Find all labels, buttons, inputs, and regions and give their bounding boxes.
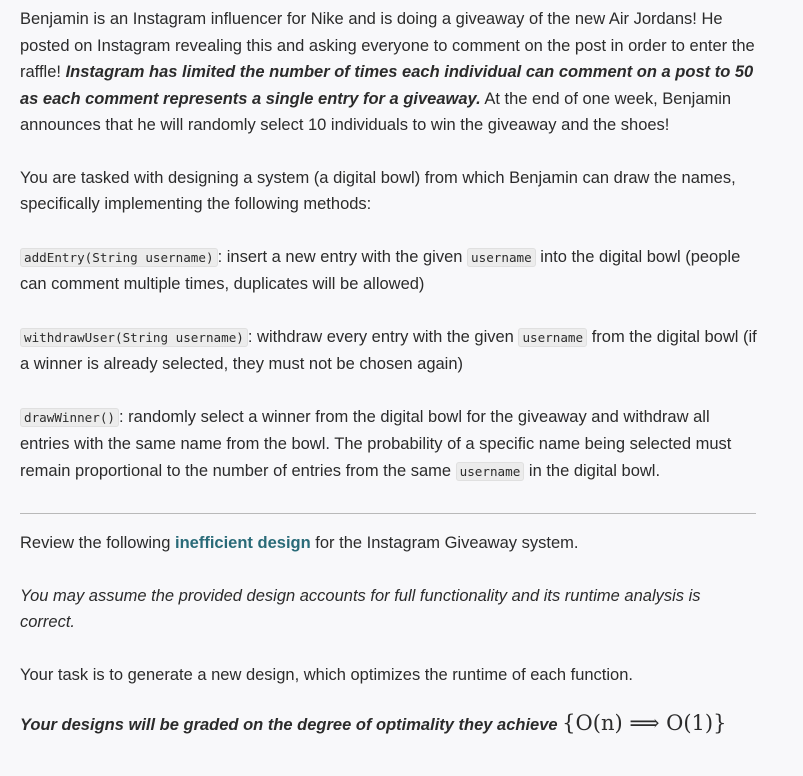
intro-text-1: Benjamin is an Instagram influencer for Nike and is doing a giveaway of the new Air Jordans! He posted on Instagram revealing this and asking everyone to comment on the post in order to enter the raffle! [20,10,755,81]
method-withdraw-user [20,324,760,378]
task-paragraph: You are tasked with designing a system (a digital bowl) from which Benjamin can draw the names, specifically implementing the following methods: [20,168,736,213]
add-entry-param: username [467,248,536,267]
add-entry-text-2: into the digital bowl (people can comment multiple times, duplicates will be allowed) [20,247,741,293]
withdraw-user-text-1: : withdraw every entry with the given [247,327,519,346]
intro-paragraph [20,6,760,139]
grading-text: Your designs will be graded on the degree of optimality they achieve [20,716,563,734]
draw-winner-param: username [456,462,525,481]
review-paragraph [20,530,760,557]
review-prefix: Review the following [20,534,175,552]
draw-winner-signature: drawWinner() [20,408,119,427]
complexity-formula: {O(n) ⟹ O(1)} [562,711,727,735]
add-entry-signature: addEntry(String username) [20,248,218,267]
draw-winner-text-1: : randomly select a winner from the digital bowl for the giveaway and withdraw all entries with the same name from the bowl. The probability of a specific name being selected must remain proportional to the number of entries from the same [20,407,732,480]
intro-bold-constraint: Instagram has limited the number of times each individual can comment on a post to 50 as each comment represents a single entry for a giveaway. [20,63,754,108]
withdraw-user-signature: withdrawUser(String username) [20,328,248,347]
your-task-paragraph: Your task is to generate a new design, which optimizes the runtime of each function. [20,665,633,684]
intro-text-2: At the end of one week, Benjamin announces that he will randomly select 10 individuals to win the giveaway and the shoes! [20,89,732,134]
review-suffix: for the Instagram Giveaway system. [310,534,579,552]
grading-paragraph [20,708,760,740]
withdraw-user-text-2: from the digital bowl (if a winner is already selected, they must not be chosen again) [20,327,757,373]
assumption-paragraph: You may assume the provided design accounts for full functionality and its runtime analysis is correct. [20,586,701,631]
section-divider [20,513,756,514]
add-entry-text-1: : insert a new entry with the given [217,247,468,266]
inefficient-design-link[interactable]: inefficient design [175,534,311,552]
draw-winner-text-2: in the digital bowl. [524,461,661,480]
method-add-entry [20,244,760,298]
method-draw-winner [20,404,760,486]
withdraw-user-param: username [518,328,587,347]
